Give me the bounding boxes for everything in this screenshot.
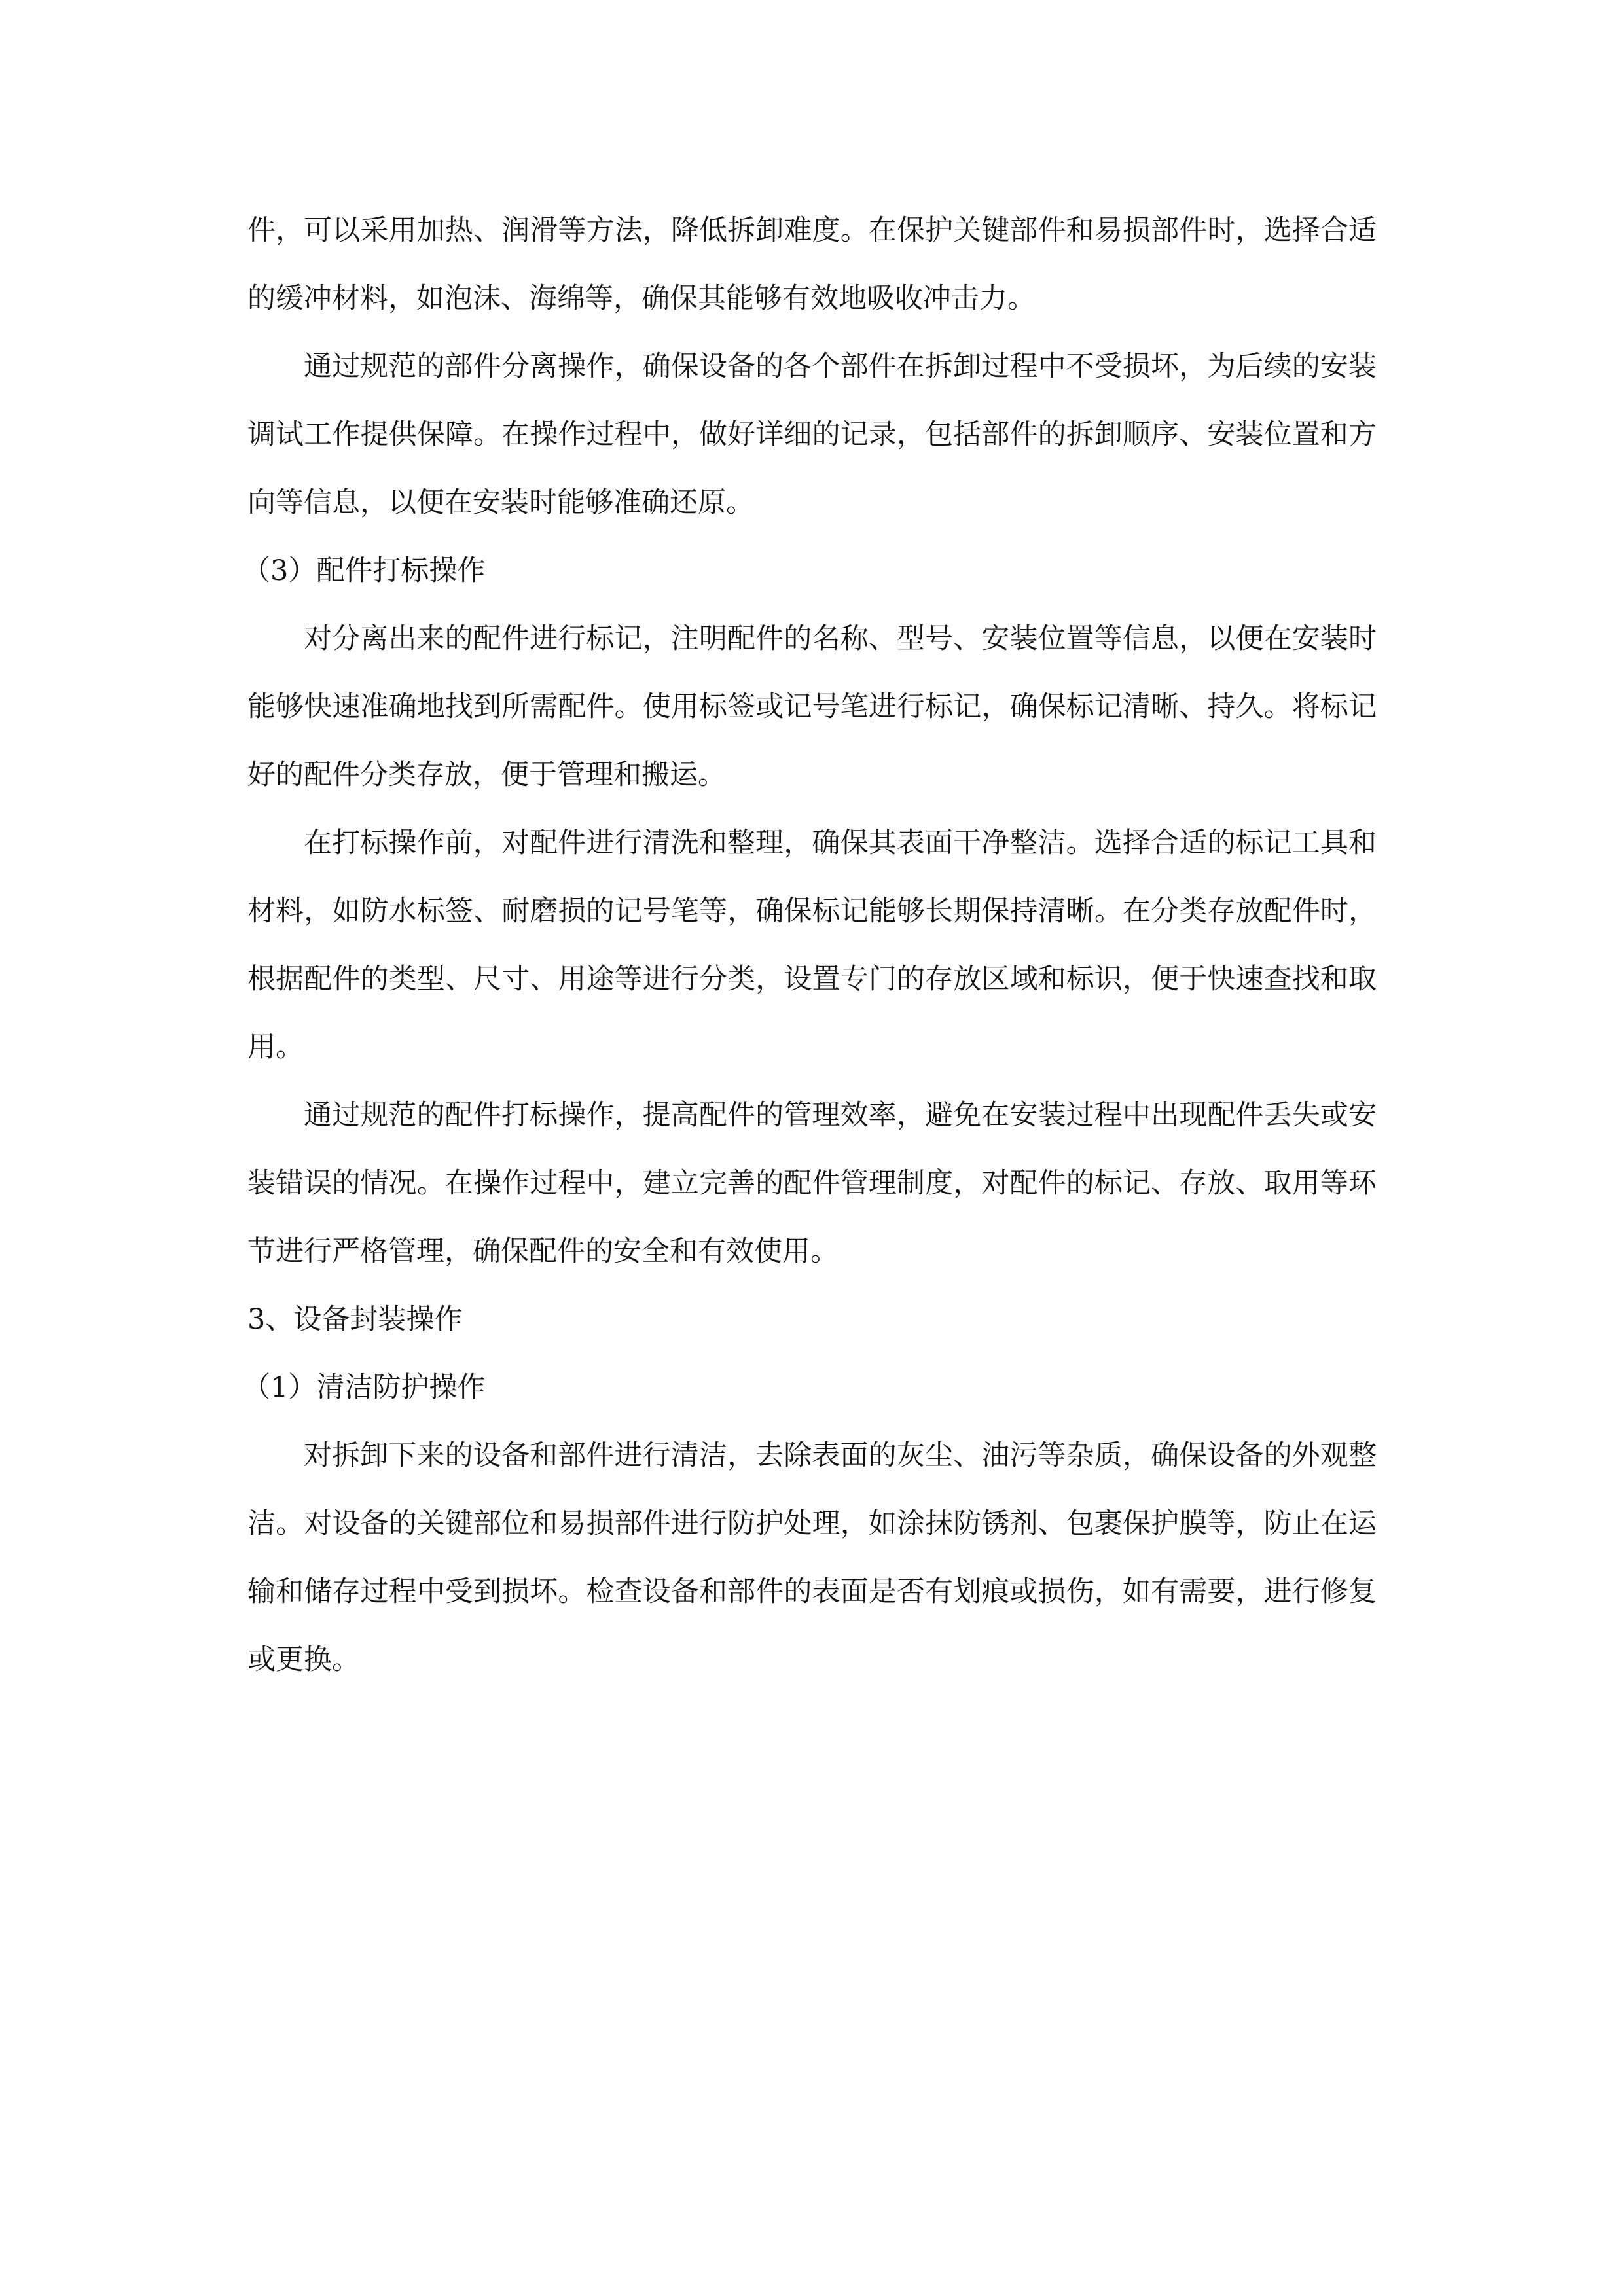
subheading-cleaning: （1）清洁防护操作: [242, 1371, 486, 1404]
paragraph-6: 对拆卸下来的设备和部件进行清洁，去除表面的灰尘、油污等杂质，确保设备的外观整洁。对设备的关键部位和易损部件进行防护处理，如涂抹防锈剂、包裹保护膜等，防止在运输和储存过程中受到损坏。检查设备和部件的表面是否有划痕或损伤，如有需要，进行修复或更换。: [247, 1439, 1377, 1676]
paragraph-4: 在打标操作前，对配件进行清洗和整理，确保其表面干净整洁。选择合适的标记工具和材料，如防水标签、耐磨损的记号笔等，确保标记能够长期保持清晰。在分类存放配件时，根据配件的类型、尺寸、用途等进行分类，设置专门的存放区域和标识，便于快速查找和取用。: [247, 827, 1377, 1064]
paragraph-5: 通过规范的配件打标操作，提高配件的管理效率，避免在安装过程中出现配件丢失或安装错误的情况。在操作过程中，建立完善的配件管理制度，对配件的标记、存放、取用等环节进行严格管理，确保配件的安全和有效使用。: [247, 1099, 1377, 1268]
paragraph-1: 件，可以采用加热、润滑等方法，降低拆卸难度。在保护关键部件和易损部件时，选择合适的缓冲材料，如泡沫、海绵等，确保其能够有效地吸收冲击力。: [247, 214, 1377, 315]
paragraph-3: 对分离出来的配件进行标记，注明配件的名称、型号、安装位置等信息，以便在安装时能够快速准确地找到所需配件。使用标签或记号笔进行标记，确保标记清晰、持久。将标记好的配件分类存放，便于管理和搬运。: [247, 622, 1377, 791]
paragraph-2: 通过规范的部件分离操作，确保设备的各个部件在拆卸过程中不受损坏，为后续的安装调试工作提供保障。在操作过程中，做好详细的记录，包括部件的拆卸顺序、安装位置和方向等信息，以便在安装时能够准确还原。: [247, 350, 1377, 519]
section-heading-packaging: 3、设备封装操作: [247, 1303, 463, 1336]
document-body: [242, 196, 1377, 1694]
subheading-part-marking: （3）配件打标操作: [242, 554, 486, 587]
